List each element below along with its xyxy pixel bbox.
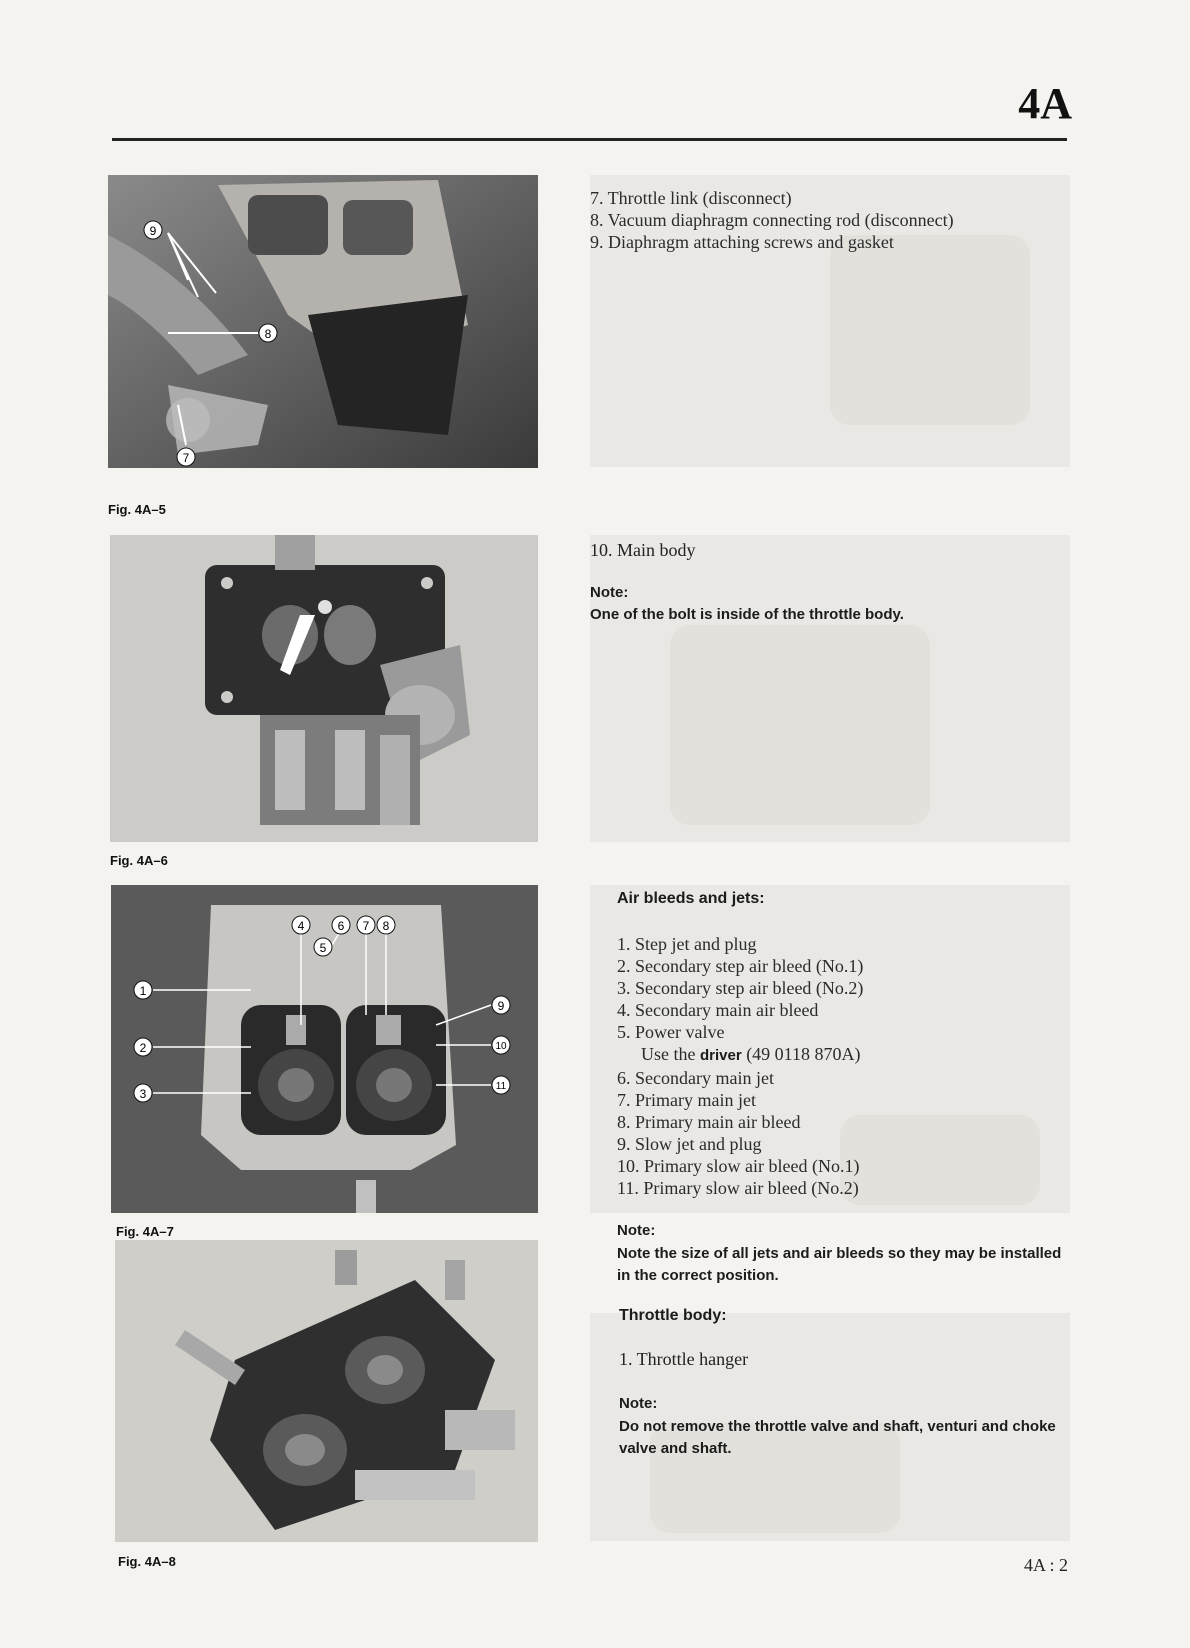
- svg-text:5: 5: [319, 941, 327, 955]
- air-bleeds-note-label: Note:: [617, 1222, 656, 1239]
- faded-background-image: [670, 625, 930, 825]
- callout-9: [492, 996, 510, 1014]
- callout-8: [377, 916, 395, 934]
- svg-text:11: 11: [495, 1081, 507, 1092]
- svg-text:10: 10: [495, 1041, 507, 1052]
- list-item: 3. Secondary step air bleed (No.2): [617, 978, 864, 998]
- callout-9: [144, 221, 162, 239]
- chapter-heading: 4A: [1018, 79, 1072, 128]
- list-item: 8. Vacuum diaphragm connecting rod (disconnect): [590, 210, 954, 230]
- list-item: 5. Power valve: [617, 1022, 725, 1042]
- air-bleeds-list: [617, 933, 863, 1199]
- svg-text:1: 1: [139, 984, 147, 998]
- svg-text:4: 4: [297, 919, 305, 933]
- svg-text:7: 7: [362, 919, 370, 933]
- figure-4a-5-steps: [590, 187, 954, 253]
- figure-4a-6-photo: [110, 535, 538, 842]
- callout-8: [259, 324, 277, 342]
- tool-name: driver: [699, 1047, 742, 1064]
- svg-text:7: 7: [182, 451, 190, 465]
- figure-4a-5-caption: Fig. 4A–5: [108, 502, 166, 517]
- callout-11: [492, 1076, 510, 1094]
- throttle-body-heading: Throttle body:: [619, 1307, 727, 1324]
- tool-usage-line: [617, 1043, 863, 1067]
- list-item: 9. Diaphragm attaching screws and gasket: [590, 232, 894, 252]
- svg-text:9: 9: [149, 224, 157, 238]
- callout-7: [177, 448, 195, 466]
- svg-text:2: 2: [139, 1041, 147, 1055]
- throttle-note-label: Note:: [619, 1395, 658, 1412]
- figure-4a-6-text-panel: [590, 535, 1070, 842]
- callout-7: [357, 916, 375, 934]
- tool-part-number: (49 0118 870A): [746, 1044, 861, 1064]
- header-rule: [112, 138, 1067, 141]
- main-body-item: 10. Main body: [590, 540, 696, 560]
- svg-text:8: 8: [382, 919, 390, 933]
- callout-1: [134, 981, 152, 999]
- list-item: 11. Primary slow air bleed (No.2): [617, 1178, 859, 1198]
- list-item: 8. Primary main air bleed: [617, 1112, 801, 1132]
- air-bleeds-note-text: Note the size of all jets and air bleeds so they may be installed in the correct position.: [617, 1245, 1062, 1284]
- svg-text:6: 6: [337, 919, 345, 933]
- callout-5: [314, 938, 332, 956]
- callout-10: [492, 1036, 510, 1054]
- list-item: 2. Secondary step air bleed (No.1): [617, 956, 864, 976]
- note-text: One of the bolt is inside of the throttle body.: [590, 606, 904, 623]
- list-item: 7. Primary main jet: [617, 1090, 756, 1110]
- tool-usage-prefix: Use the: [641, 1044, 696, 1064]
- list-item: 4. Secondary main air bleed: [617, 1000, 819, 1020]
- list-item: 9. Slow jet and plug: [617, 1134, 762, 1154]
- callout-6: [332, 916, 350, 934]
- svg-text:9: 9: [497, 999, 505, 1013]
- air-bleeds-heading: Air bleeds and jets:: [617, 890, 765, 907]
- callout-4: [292, 916, 310, 934]
- faded-background-image: [840, 1115, 1040, 1205]
- svg-text:8: 8: [264, 327, 272, 341]
- figure-4a-5-photo: [108, 175, 538, 468]
- svg-text:3: 3: [139, 1087, 147, 1101]
- list-item: 1. Step jet and plug: [617, 934, 757, 954]
- faded-background-image: [830, 235, 1030, 425]
- page-number: 4A : 2: [1023, 1555, 1068, 1575]
- figure-4a-7-photo: [111, 885, 538, 1213]
- note-label: Note:: [590, 584, 629, 601]
- list-item: 10. Primary slow air bleed (No.1): [617, 1156, 860, 1176]
- figure-4a-6-caption: Fig. 4A–6: [110, 853, 168, 868]
- throttle-note-text: Do not remove the throttle valve and shaft, venturi and choke valve and shaft.: [619, 1418, 1056, 1457]
- figure-4a-5-text-panel: [590, 175, 1070, 467]
- throttle-hanger-item: 1. Throttle hanger: [619, 1349, 749, 1369]
- callout-3: [134, 1084, 152, 1102]
- figure-4a-7-caption: Fig. 4A–7: [116, 1224, 174, 1239]
- callout-2: [134, 1038, 152, 1056]
- figure-4a-8-caption: Fig. 4A–8: [118, 1554, 176, 1569]
- figure-4a-8-photo: [115, 1240, 538, 1542]
- list-item: 6. Secondary main jet: [617, 1068, 774, 1088]
- list-item: 7. Throttle link (disconnect): [590, 188, 792, 208]
